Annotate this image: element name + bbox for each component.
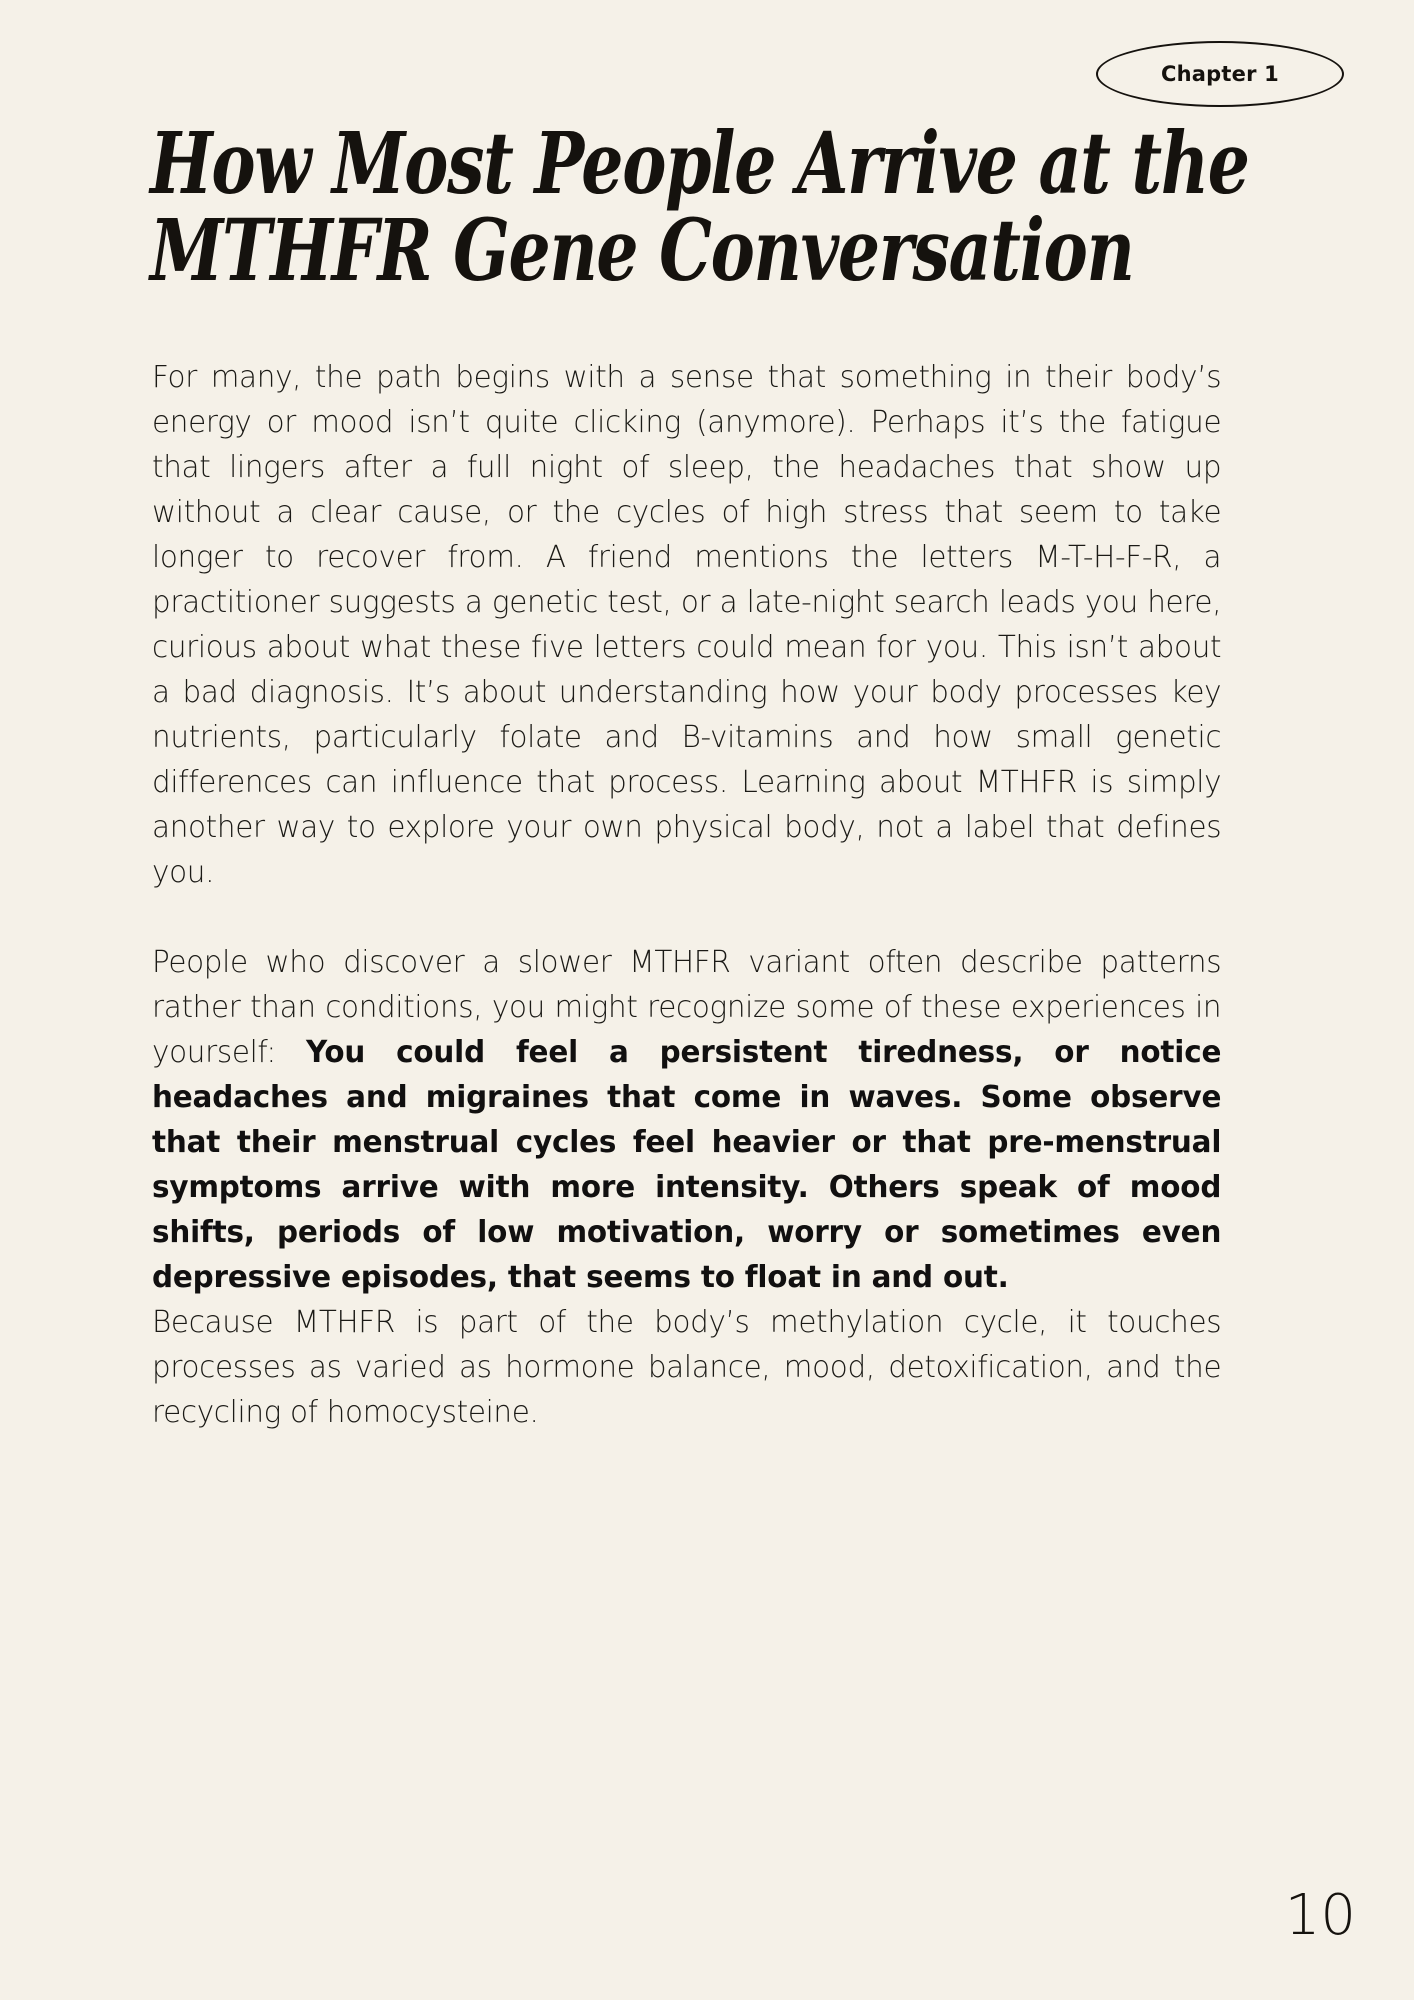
page-title	[150, 114, 1270, 301]
page-title-line-2: MTHFR Gene Conversation	[150, 200, 1134, 301]
chapter-badge	[1096, 41, 1344, 107]
body-content	[152, 355, 1260, 1435]
body-paragraph-3: Because MTHFR is part of the body’s methylation cycle, it touches processes as varied as hormone balance, mood, detoxification, and the recycling of homocysteine.	[152, 1305, 1222, 1430]
body-paragraph-2-emphasis: You could feel a persistent tiredness, or notice headaches and migraines that come in waves. Some observe that their menstrual cycles feel heavier or that pre-menstrual symptoms arrive with more intensity. Others speak of mood shifts, periods of low motivation, worry or sometimes even depressive episodes, that seems to float in and out.	[152, 1035, 1222, 1295]
body-paragraph-2-lead: People who discover a slower MTHFR variant often describe patterns rather than conditions, you might recognize some of these experiences in yourself:	[152, 945, 1222, 1070]
chapter-badge-label: Chapter 1	[1161, 62, 1279, 86]
body-paragraph-2	[152, 940, 1221, 1300]
page-number: 10	[1284, 1883, 1356, 1948]
page-title-line-1: How Most People Arrive at the	[150, 114, 1249, 214]
body-paragraph-1: For many, the path begins with a sense that something in their body’s energy or mood isn’t quite clicking (anymore). Perhaps it’s the fatigue that lingers after a full night of sleep, the headaches that show up without a clear cause, or the cycles of high stress that seem to take longer to recover from. A friend mentions the letters M-T-H-F-R, a practitioner suggests a genetic test, or a late-night search leads you here, curious about what these five letters could mean for you. This isn’t about a bad diagnosis. It’s about understanding how your body processes key nutrients, particularly folate and B-vitamins and how small genetic differences can influence that process. Learning about MTHFR is simply another way to explore your own physical body, not a label that defines you.	[152, 360, 1222, 890]
